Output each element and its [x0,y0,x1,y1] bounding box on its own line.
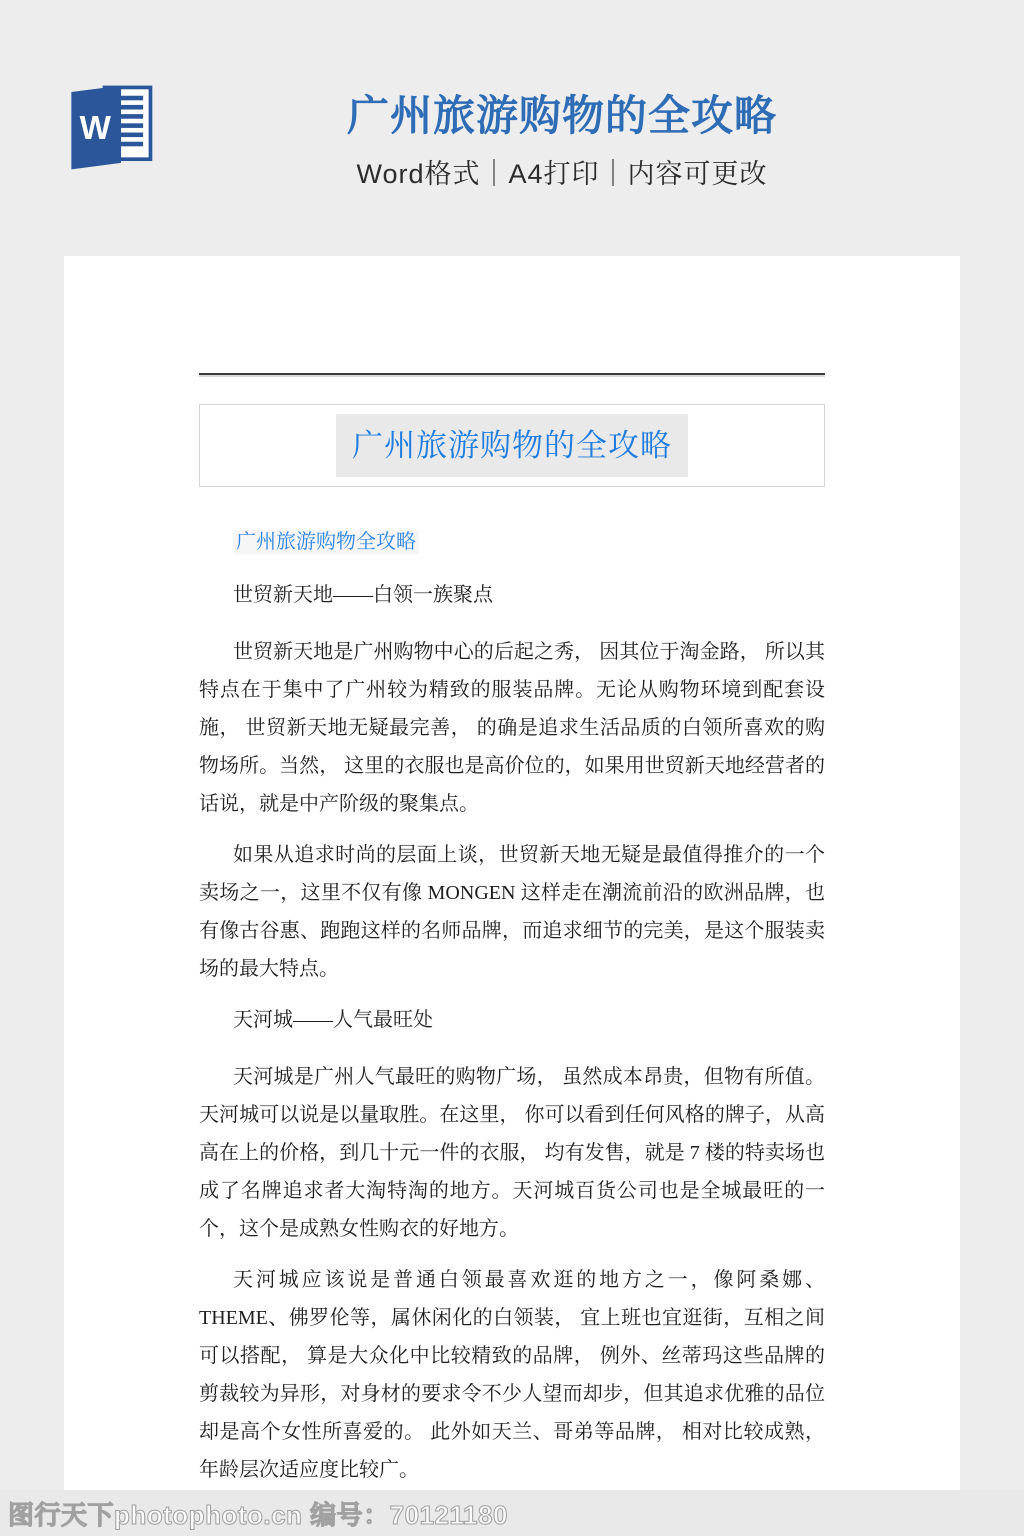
watermark-text: 图行天下photophoto.cn 编号：70121180 [8,1499,508,1530]
content-paragraph: 天河城是广州人气最旺的购物广场， 虽然成本昂贵，但物有所值。天河城可以说是以量取胜。在这里， 你可以看到任何风格的牌子，从高高在上的价格，到几十元一件的衣服， 均有发售，就是 7 楼的特卖场也成了名牌追求者大淘特淘的地方。天河城百货公司也是全城最旺的一个，这个是成熟女性购衣的好地方。 [199,1066,825,1240]
horizontal-rule [199,373,825,375]
page-subtitle: Word格式｜A4打印｜内容可更改 [356,159,768,190]
svg-text:W: W [79,109,111,147]
document-title-box [199,404,825,487]
content-heading: 天河城——人气最旺处 [233,1009,433,1031]
document-body [199,576,825,1490]
site-header [0,0,1024,256]
document-page [64,256,960,1490]
page-title: 广州旅游购物的全攻略 [346,92,777,139]
document-subtitle-link [199,523,825,561]
content-paragraph: 天河城应该说是普通白领最喜欢逛的地方之一，像阿桑娜、 THEME、佛罗伦等，属休闲化的白领装， 宜上班也宜逛街，互相之间可以搭配， 算是大众化中比较精致的品牌， 例外、丝蒂玛这些品牌的剪裁较为异形，对身材的要求令不少人望而却步，但其追求优雅的品位却是高个女性所喜爱的。 此外如天兰、哥弟等品牌， 相对比较成熟，年龄层次适应度比较广。 [199,1269,825,1481]
content-paragraph: 世贸新天地是广州购物中心的后起之秀， 因其位于淘金路， 所以其特点在于集中了广州较为精致的服装品牌。无论从购物环境到配套设施， 世贸新天地无疑最完善， 的确是追求生活品质的白领所喜欢的购物场所。当然， 这里的衣服也是高价位的，如果用世贸新天地经营者的话说，就是中产阶级的聚集点。 [199,641,825,815]
content-heading: 世贸新天地——白领一族聚点 [233,584,493,606]
footer-watermark-strip [0,1490,1024,1536]
document-subtitle-link-text: 广州旅游购物全攻略 [233,530,419,554]
document-title: 广州旅游购物的全攻略 [336,414,688,477]
content-paragraph: 如果从追求时尚的层面上谈，世贸新天地无疑是最值得推介的一个卖场之一，这里不仅有像 MONGEN 这样走在潮流前沿的欧洲品牌，也有像古谷惠、跑跑这样的名师品牌，而追求细节的完美，是这个服装卖场的最大特点。 [199,844,825,980]
